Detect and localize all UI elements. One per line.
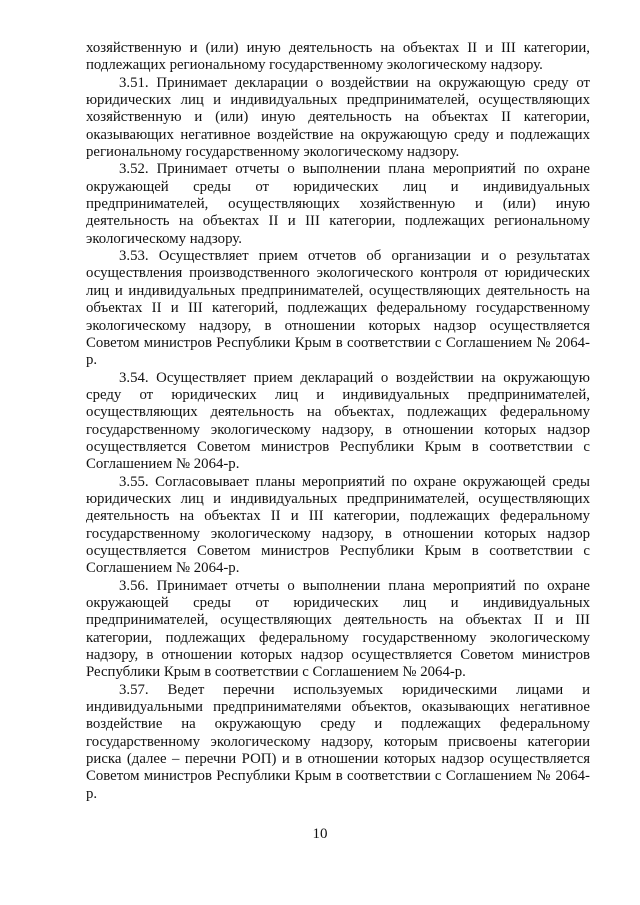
paragraph-3-57: 3.57. Ведет перечни используемых юридическими лицами и индивидуальными предпринимателями объектов, оказывающих негативное воздействие на окружающую среду и подлежащих федеральному государственному экологическому надзору, которым присвоены категории риска (далее – перечни РОП) и в отношении которых надзор осуществляется Советом министров Республики Крым в соответствии с Соглашением № 2064-р. [86,681,590,802]
paragraph-3-55: 3.55. Согласовывает планы мероприятий по охране окружающей среды юридических лиц и индивидуальных предпринимателей, осуществляющих деятельность на объектах II и III категории, подлежащих федеральному государственному экологическому надзору, в отношении которых надзор осуществляется Советом министров Республики Крым в соответствии с Соглашением № 2064-р. [86,473,590,577]
paragraph-3-52: 3.52. Принимает отчеты о выполнении плана мероприятий по охране окружающей среды от юридических лиц и индивидуальных предпринимателей, осуществляющих хозяйственную и (или) иную деятельность на объектах II и III категории, подлежащих региональному экологическому надзору. [86,161,590,247]
paragraph-3-51: 3.51. Принимает декларации о воздействии на окружающую среду от юридических лиц и индивидуальных предпринимателей, осуществляющих хозяйственную и (или) иную деятельность на объектах II категории, оказывающих негативное воздействие на окружающую среду и подлежащих региональному государственному экологическому надзору. [86,74,590,161]
paragraph-3-54: 3.54. Осуществляет прием деклараций о воздействии на окружающую среду от юридических лиц и индивидуальных предпринимателей, осуществляющих деятельность на объектах, подлежащих федеральному государственному экологическому надзору, в отношении которых надзор осуществляется Советом министров Республики Крым в соответствии с Соглашением № 2064-р. [86,369,590,473]
paragraph-3-56: 3.56. Принимает отчеты о выполнении плана мероприятий по охране окружающей среды от юридических лиц и индивидуальных предпринимателей, осуществляющих деятельность на объектах II и III категории, подлежащих федеральному государственному экологическому надзору, в отношении которых надзор осуществляется Советом министров Республики Крым в соответствии с Соглашением № 2064-р. [86,577,590,681]
paragraph-3-53: 3.53. Осуществляет прием отчетов об организации и о результатах осуществления производственного экологического контроля от юридических лиц и индивидуальных предпринимателей, осуществляющих деятельность на объектах II и III категорий, подлежащих федеральному государственному экологическому надзору, в отношении которых надзор осуществляется Советом министров Республики Крым в соответствии с Соглашением № 2064-р. [86,248,590,369]
paragraph-continuation: хозяйственную и (или) иную деятельность на объектах II и III категории, подлежащих региональному государственному экологическому надзору. [86,40,590,74]
page-number: 10 [312,826,328,842]
